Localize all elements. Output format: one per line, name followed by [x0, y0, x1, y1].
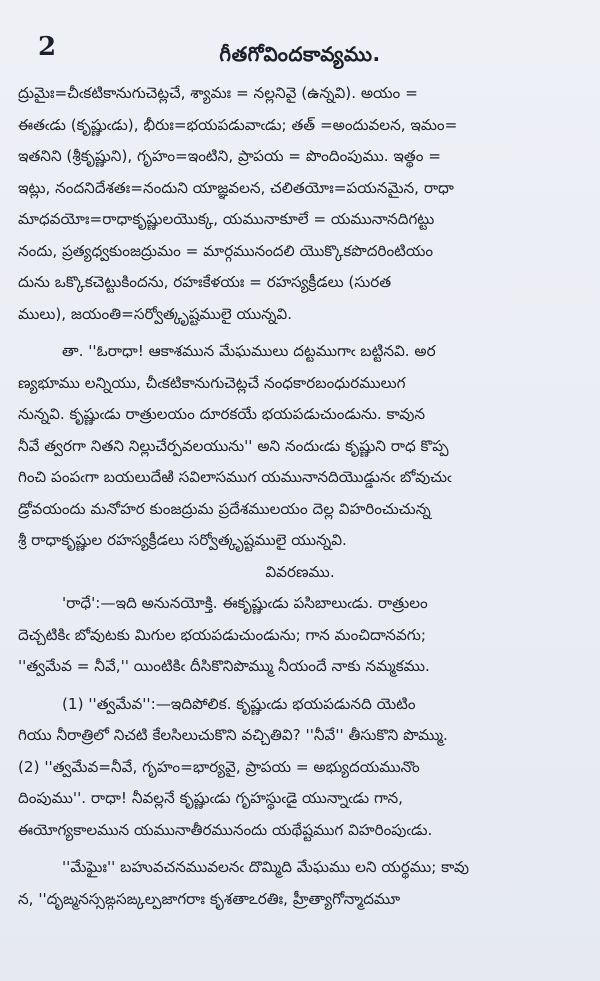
text-line: (1) ''త్వమేవ'':—ఇదిపోలిక. కృష్ణుఁడు భయపడునది యెటిం [62, 694, 416, 713]
text-line: ఇట్లు, నందనిదేశతః=నందుని యాజ్ఞవలన, చలితయోః=పయనమైన, రాధా [18, 178, 454, 197]
text-line: నీవే త్వరగా నితని నిల్లుచేర్పవలయును'' అని నందుఁడు కృష్ణుని రాధ కొప్ప [18, 436, 449, 455]
text-line: నందు, ప్రత్యధ్వకుంజద్రుమం = మార్గమునందలి యొక్కొకపొదరింటియం [18, 241, 434, 260]
text-line: 'రాధే':—ఇది అనునయోక్తి. ఈకృష్ణుఁడు పసిబాలుఁడు. రాత్రులం [62, 594, 428, 612]
page-number: 2 [38, 32, 57, 62]
text-line: ద్రుమైః=చీఁకటికానుగుచెట్లచే, శ్యామః = నల్లనివై (ఉన్నవి). అయం = [18, 84, 418, 102]
text-line: ఈయోగ్యకాలమున యమునాతీరమునందు యథేష్టముగ విహరింపుఁడు. [18, 820, 433, 839]
text-line: తా. ''ఓరాధా! ఆకాశమున మేఘములు దట్టముగాఁ బట్టినవి. అర [62, 342, 436, 360]
text-line: గించి పంపఁగా బయలుదేఱి సవిలాసముగ యమునానదియొడ్డునఁ బోవుచుఁ [18, 468, 452, 486]
text-line: దింపుము''. రాధా! నీవల్లనే కృష్ణుఁడు గృహస్థుఁడై యున్నాఁడు గాన, [18, 789, 403, 807]
body-text [18, 78, 582, 915]
section-heading: వివరణము. [265, 562, 335, 581]
glossary-paragraph [18, 78, 582, 330]
text-line: ములు), జయంతి=సర్వోత్కృష్టములై యున్నవి. [18, 304, 293, 323]
text-line: ఇతనిని (శ్రీకృష్ణుని), గృహం=ఇంటిని, ప్రాపయ = పొందింపుము. ఇత్థం = [18, 147, 441, 165]
text-line: ''త్వమేవ = నీవే,'' యింటికిఁ దీసికొనిపొమ్ము నీయందే నాకు నమ్మకము. [18, 657, 430, 675]
translation-paragraph [18, 336, 582, 557]
text-line: ఈతఁడు (కృష్ణుఁడు), భీరుః=భయపడువాఁడు; తత్ =అందువలన, ఇమం= [18, 115, 458, 134]
text-line: దెచ్చటికిఁ బోవుటకు మిగుల భయపడుచుండును; గాన మంచిదానవగు; [18, 625, 426, 644]
point-1-paragraph [18, 689, 582, 752]
text-line: మాధవయోః=రాధాకృష్ణులయొక్క, యమునాకూలే = యమునానదిగట్టు [18, 210, 435, 228]
text-line: న, ''దృఙ్మనస్సఙ్గసఙ్కల్పజాగరాః కృశతాఽరతిః, హ్రీత్యాగోన్మాదమూ [18, 889, 401, 908]
point-2-paragraph [18, 752, 582, 847]
text-line: గియు నీరాత్రిలో నిచటి కేలసిలుచుకొని వచ్చితివి? ''నీవే'' తీసుకొని పొమ్ము. [18, 726, 448, 744]
text-line: ''మేఘైః'' బహువచనమువలనఁ దొమ్మిది మేఘము లని యర్థము; కావు [62, 858, 470, 876]
text-line: డ్రోవయందు మనోహర కుంజద్రుమ ప్రదేశములయం దెల్ల విహరించుచున్న [18, 499, 431, 518]
running-title: గీతగోవిందకావ్యము. [219, 42, 381, 66]
text-line: దును ఒక్కొకచెట్టుకిందను, రహఃకేళయః = రహస్యక్రీడలు (సురత [18, 273, 392, 291]
text-line: ణ్యభూము లన్నియు, చీఁకటికానుగుచెట్లచే నంధకారబంధురములుగ [18, 373, 406, 392]
closing-paragraph [18, 852, 582, 915]
text-line: (2) ''త్వమేవ=నీవే, గృహం=భార్యవై, ప్రాపయ = అభ్యుదయమునొం [18, 757, 420, 776]
page-header [18, 0, 582, 78]
explanation-paragraph [18, 588, 582, 683]
text-line: నున్నవి. కృష్ణుఁడు రాత్రులయం దూరకయే భయపడుచుండును. కావున [18, 405, 426, 423]
text-line: శ్రీ రాధాకృష్ణుల రహస్యక్రీడలు సర్వోత్కృష్టములై యున్నవి. [18, 531, 347, 549]
